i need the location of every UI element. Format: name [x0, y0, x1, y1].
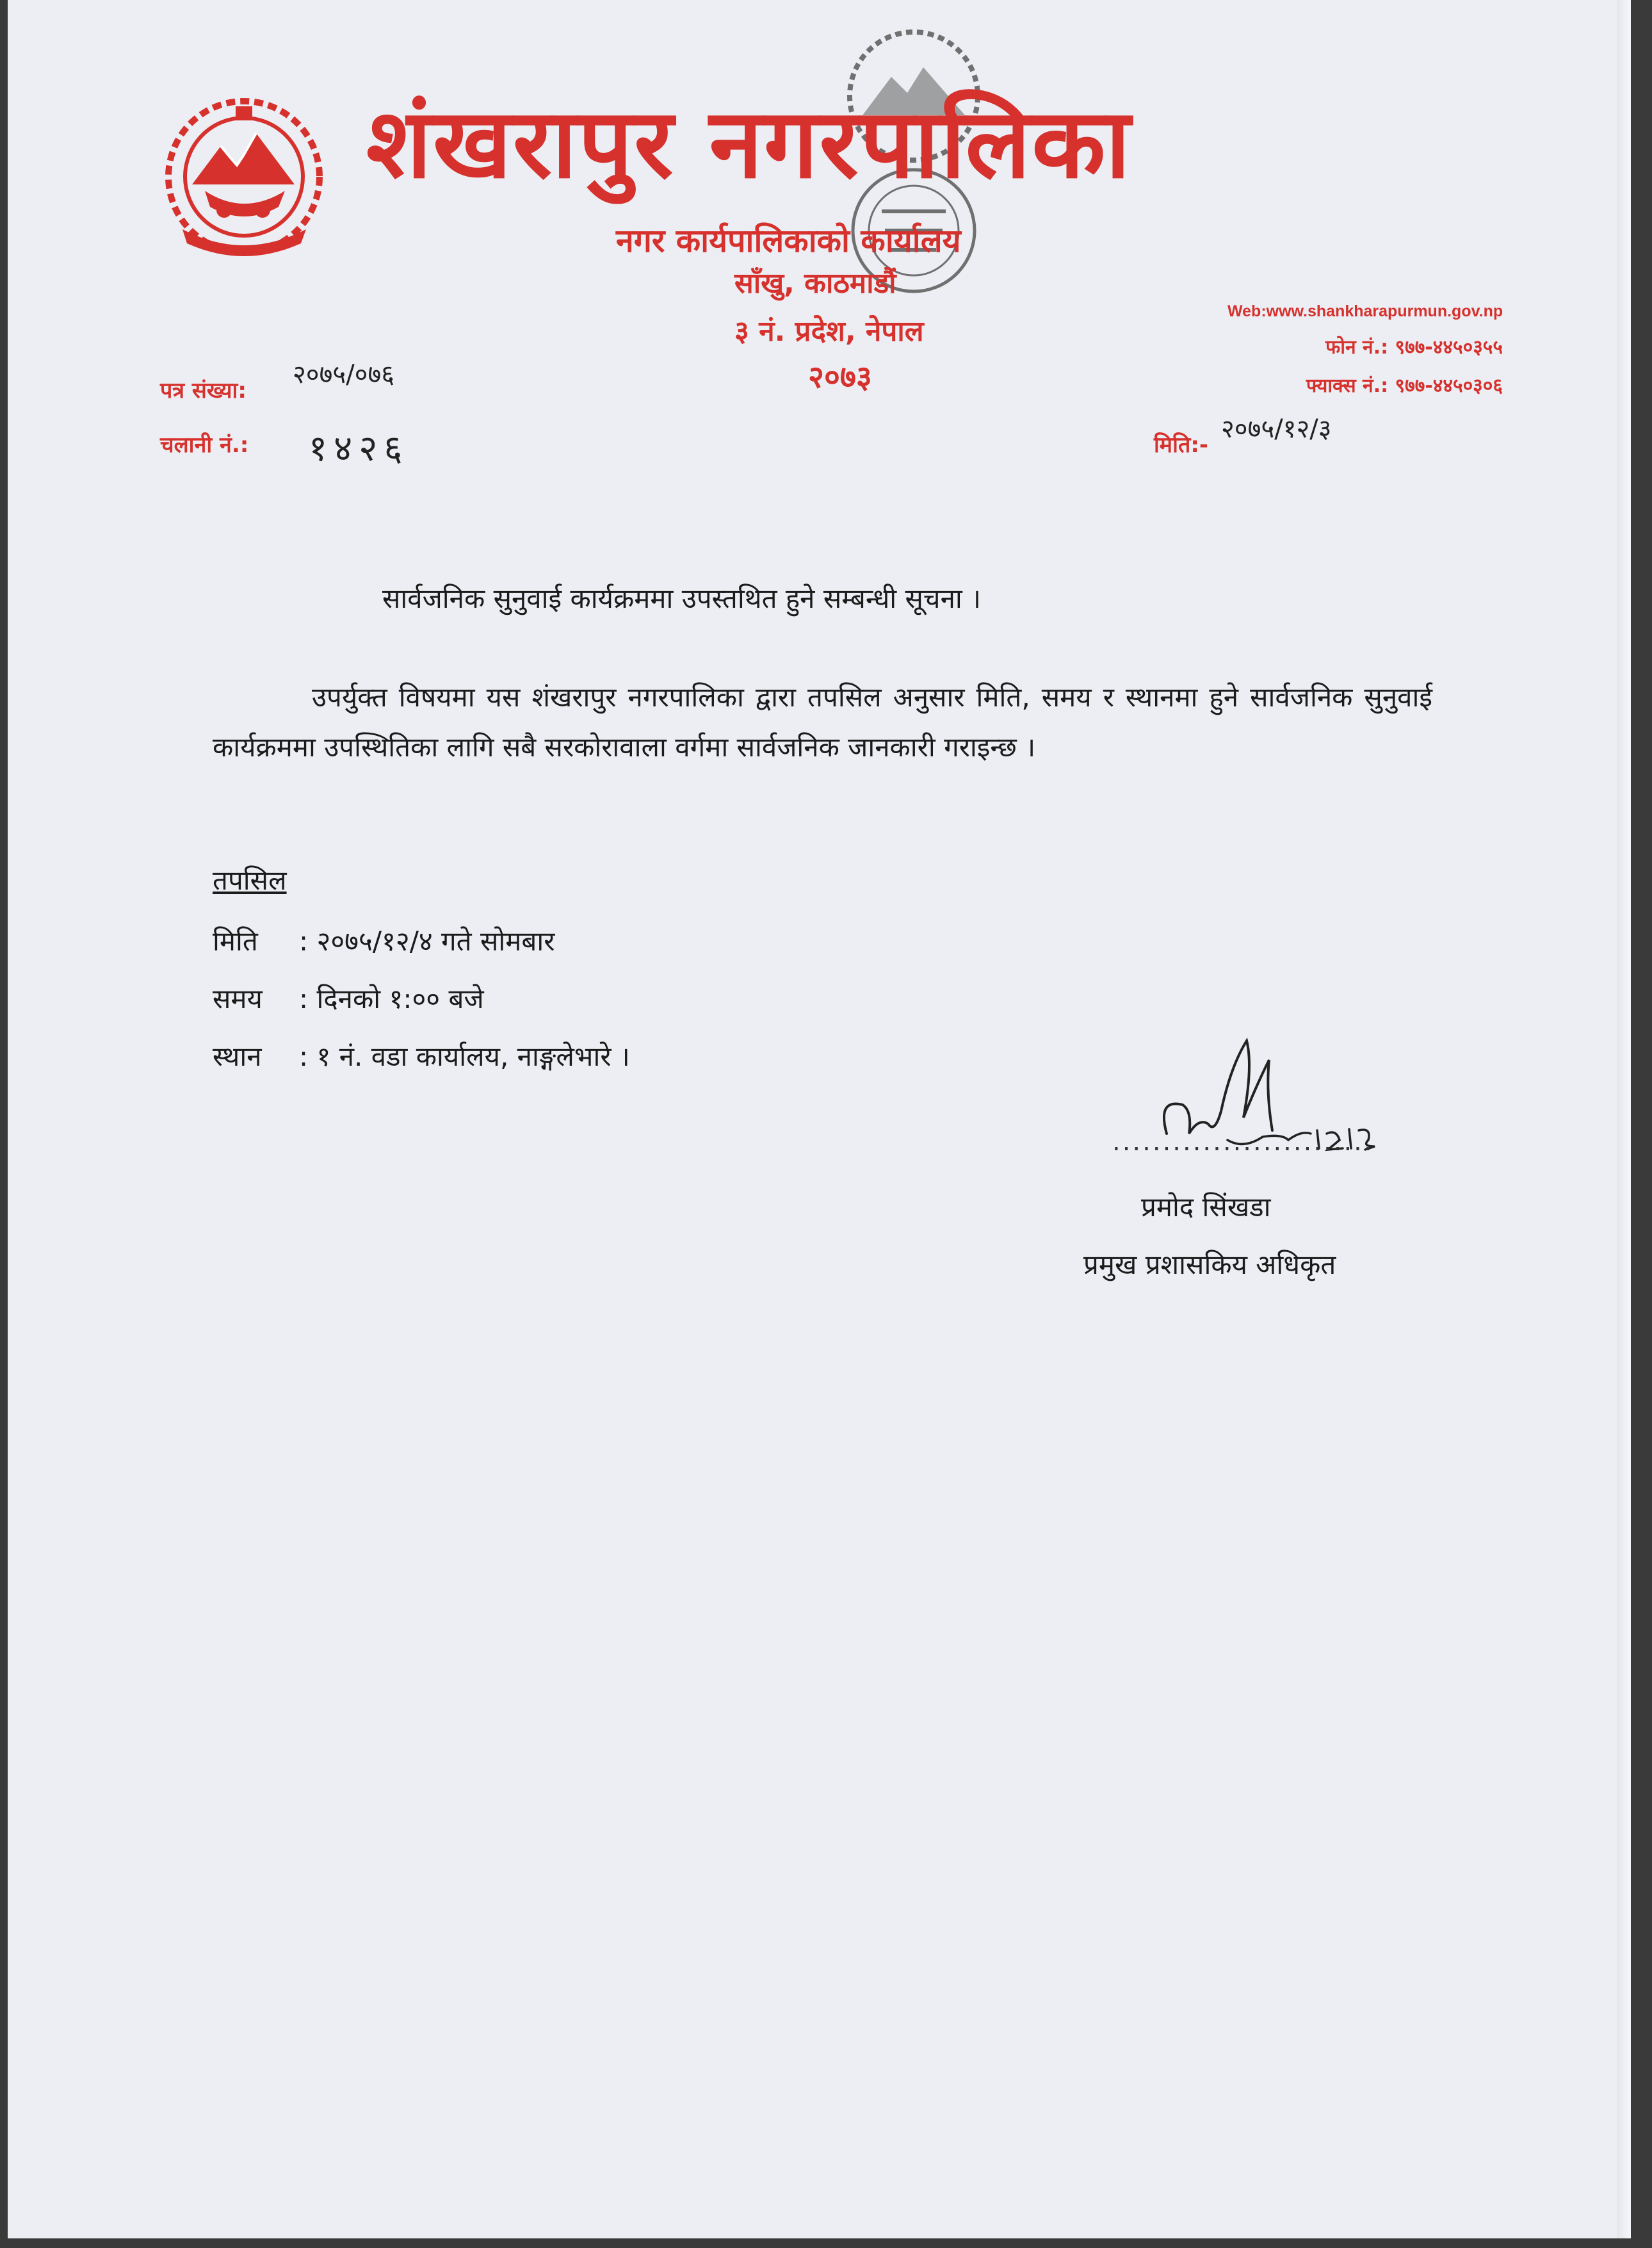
detail-value: : १ नं. वडा कार्यालय, नाङ्गलेभारे । [299, 1041, 630, 1072]
municipality-title: शंखरापुर नगरपालिका [366, 88, 1132, 200]
chalani-label: चलानी नं.: [160, 432, 249, 458]
notice-subject: सार्वजनिक सुनुवाई कार्यक्रममा उपस्तथित हुने सम्बन्धी सूचना । [382, 583, 982, 614]
detail-label: मिति [213, 925, 258, 957]
detail-row-time [213, 980, 484, 1016]
signatory-designation: प्रमुख प्रशासकिय अधिकृत [1083, 1249, 1336, 1280]
address-line-1: साँखु, काठमाडौं [734, 267, 896, 300]
notice-paragraph: उपर्युक्त विषयमा यस शंखरापुर नगरपालिका द्वारा तपसिल अनुसार मिति, समय र स्थानमा हुने सार्वजनिक सुनुवाई कार्यक्रममा उपस्थितिका लागि सबै सरकोरावाला वर्गमा सार्वजनिक जानकारी गराइन्छ । [213, 681, 1432, 763]
detail-label: स्थान [213, 1041, 262, 1072]
nepal-emblem-icon [160, 95, 328, 263]
patra-sankhya-value: २०७५/०७६ [293, 360, 395, 389]
letter-sheet [8, 0, 1631, 2238]
detail-value: : दिनको १:०० बजे [299, 983, 484, 1014]
established-year: २०७३ [808, 359, 872, 395]
address-line-2: ३ नं. प्रदेश, नेपाल [734, 315, 924, 348]
detail-label: समय [213, 983, 263, 1014]
fax-number: फ्याक्स नं.: ९७७-४४५०३०६ [1306, 375, 1503, 397]
website: Web:www.shankharapurmun.gov.np [1227, 302, 1503, 320]
detail-row-date [213, 922, 555, 959]
paper-edge [1617, 0, 1631, 2238]
chalani-value: १४२६ [309, 428, 409, 469]
patra-sankhya-label: पत्र संख्या: [160, 378, 247, 403]
date-value: २०७५/१२/३ [1221, 414, 1332, 444]
signatory-name: प्रमोद सिंखडा [1141, 1191, 1271, 1223]
detail-row-venue [213, 1038, 630, 1074]
signature-line: .......................... [1112, 1127, 1374, 1157]
tapsil-heading: तपसिल [213, 865, 287, 896]
phone-number: फोन नं.: ९७७-४४५०३५५ [1325, 336, 1503, 359]
office-name: नगर कार्यपालिकाको कार्यालय [616, 222, 961, 259]
date-label: मिति:- [1154, 432, 1209, 458]
detail-value: : २०७५/१२/४ गते सोमबार [299, 925, 555, 957]
